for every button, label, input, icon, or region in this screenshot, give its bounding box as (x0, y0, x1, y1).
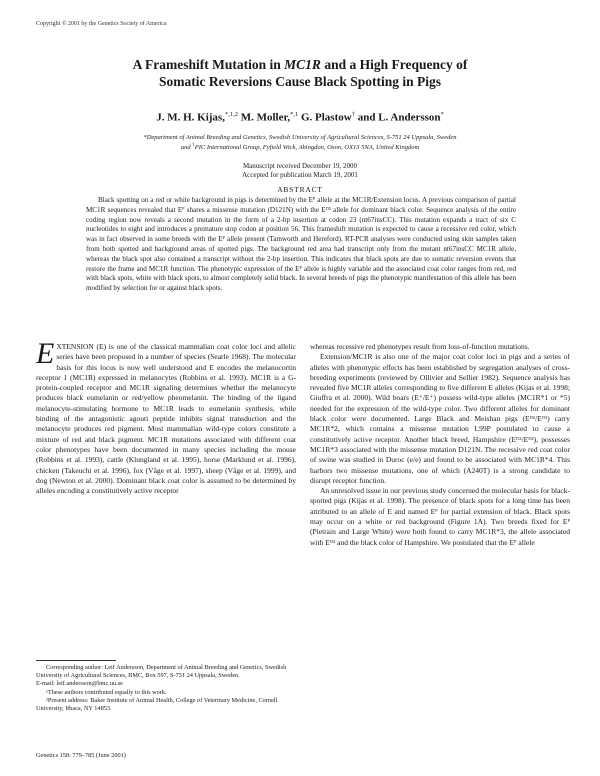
title-line2: Somatic Reversions Cause Black Spotting in Pigs (158, 74, 442, 89)
affiliation-2-and: and (180, 144, 193, 152)
copyright-notice: Copyright © 2001 by the Genetics Society of America (36, 21, 167, 27)
accepted-date: Accepted for publication March 19, 2001 (242, 171, 358, 179)
body-paragraph: whereas recessive red phenotypes result from loss-of-function mutations. (310, 342, 530, 351)
intro-text: XTENSION (E) is one of the classical mammalian coat color loci and allelic series have been proposed in a number of species (Searle 1968). The molecular basis for this locus is now well understood and E encodes the melanocortin receptor 1 (MC1R) expressed in melanocytes (Robbins et al. 1993). MC1R is a G-protein-coupled receptor and MC1R signaling determines whether the melanocyte produces black eumelanin or red/yellow pheomelanin. The binding of the ligand melanocyte-stimulating hormone to MC1R leads to eumelanin synthesis, while binding of the antagonistic agouti peptide inhibits signal transduction and the melanocyte produces red pigment. Most mammalian wild-type colors constitute a mixture of red and black pigment. MC1R mutations associated with different coat color phenotypes have been documented in many species including the mouse (Robbins et al. 1993), cattle (Klungland et al. 1995), horse (Marklund et al. 1996), chicken (Takeuchi et al. 1996), fox (Våge et al. 1997), sheep (Våge et al. 1999), and dog (Newton et al. 2000). Dominant black coat color is assumed to be determined by alleles encoding a constitutively active receptor (36, 342, 296, 496)
title-part: and a High Frequency of (320, 57, 468, 72)
author-mark: † (351, 111, 355, 118)
footnote-2: ²Present address: Baker Institute of Animal Health, College of Veterinary Medicine, Cornell University, Ithaca, NY 14853. (36, 696, 278, 713)
article-title (80, 56, 520, 90)
body-column-right (310, 342, 570, 548)
author-name: and L. Andersson (357, 111, 441, 124)
abstract-text: Black spotting on a red or white background in pigs is determined by the Eᴾ allele at the MC1R/Extension locus. A previous comparison of partial MC1R sequences revealed that Eᴾ shares a missense mutation (D121N) with the Eᴰ² allele for dominant black color. Sequence analysis of the entire coding region now reveals a second mutation in the form of a 2-bp insertion at codon 23 (nt67insCC). This mutation expands a tract of six C nucleotides to eight and introduces a premature stop codon at position 56. This frameshift mutation is expected to cause a recessive red color, which was in fact observed in some breeds with the Eᴾ allele present (Tamworth and Hereford). RT-PCR analyses were conducted using skin samples taken from both spotted and background areas of spotted pigs. The background red area had transcript only from the mutant nt67insCC MC1R allele, whereas the black spot also contained a transcript without the 2-bp insertion. This indicates that black spots are due to somatic reversion events that restore the frame and MC1R function. The phenotypic expression of the Eᴾ allele is highly variable and the associated coat color ranges from red, red with black spots, white with black spots, to almost completely solid black. In several breeds of pigs the phenotypic manifestation of this allele has been modified by selection for or against black spots. (86, 196, 516, 293)
received-date: Manuscript received December 19, 2000 (242, 162, 358, 170)
corresponding-author-note: Corresponding author: Leif Andersson, Department of Animal Breeding and Genetics, Swedish University of Agricultural Sciences, BMC, Box 597, S-751 24 Uppsala, Sweden. (36, 664, 287, 680)
footnotes (36, 664, 296, 713)
body-paragraph: Extension/MC1R is also one of the major coat color loci in pigs and a series of alleles with phenotypic effects has been established by segregation analyses of cross-breeding experiments (reviewed by Ollivier and Sellier 1982). Sequence analysis has revealed five MC1R alleles corresponding to five different E alleles (Kijas et al. 1998; Giuffra et al. 2000). Wild boars (E⁺/E⁺) possess wild-type alleles (MC1R*1 or *5) needed for the expression of the wild-type color. Two different alleles for dominant black color were documented. Large Black and Meishan pigs (Eᴰ¹/Eᴰ¹) carry MC1R*2, which contains a missense mutation L99P postulated to cause a constitutively active receptor. Another black breed, Hampshire (Eᴰ²/Eᴰ²), possesses MC1R*3 associated with the missense mutation D121N. The recessive red coat color of swine was studied in Duroc (e/e) and found to be associated with MC1R*4. This harbors two missense mutations, one of which (A240T) is a strong candidate to disrupt receptor function. (310, 352, 570, 485)
author-name: G. Plastow (300, 111, 352, 124)
abstract-heading: ABSTRACT (277, 185, 323, 194)
affiliation-2: PIC International Group, Fyfield Wick, Abingdon, Oxon, OX13 5NA, United Kingdom (194, 144, 420, 152)
email-note: E-mail: leif.andersson@bmc.uu.se (36, 680, 123, 688)
drop-cap: E (36, 337, 55, 370)
author-name: J. M. H. Kijas, (156, 111, 225, 124)
author-mark: *,1 (290, 111, 299, 118)
body-paragraph: An unresolved issue in our previous study concerned the molecular basis for black-spotted pigs (Kijas et al. 1998). The presence of black spots for a long time has been attributed to an allele of E and named Eᴾ for partial extension of black. Black spots may occur on a white or red background (Figure 1A). Two breeds fixed for Eᴾ (Pietrain and Large White) were both found to carry MC1R*3, the allele associated with Eᴰ² and the black color of Hampshire. We postulated that the Eᴾ allele (310, 486, 570, 547)
intro-paragraph (36, 337, 296, 496)
footnote-rule (36, 660, 116, 661)
affiliation-mark: † (192, 143, 195, 149)
author-mark: *,1,2 (224, 111, 238, 118)
journal-footer: Genetics 158: 779–785 (June 2001) (36, 752, 126, 759)
body-column-left (36, 337, 296, 496)
title-part: A Frameshift Mutation in (132, 57, 285, 72)
affiliation-1: *Department of Animal Breeding and Genetics, Swedish University of Agricultural Sciences, S-751 24 Uppsala, Sweden (143, 134, 457, 141)
author-name: M. Moller, (240, 111, 291, 124)
footnote-1: ¹These authors contributed equally to this work. (46, 688, 167, 696)
title-gene: MC1R (284, 57, 321, 72)
author-mark: * (440, 111, 444, 118)
affiliations (86, 134, 514, 153)
manuscript-dates (150, 162, 450, 180)
author-list (60, 111, 540, 124)
